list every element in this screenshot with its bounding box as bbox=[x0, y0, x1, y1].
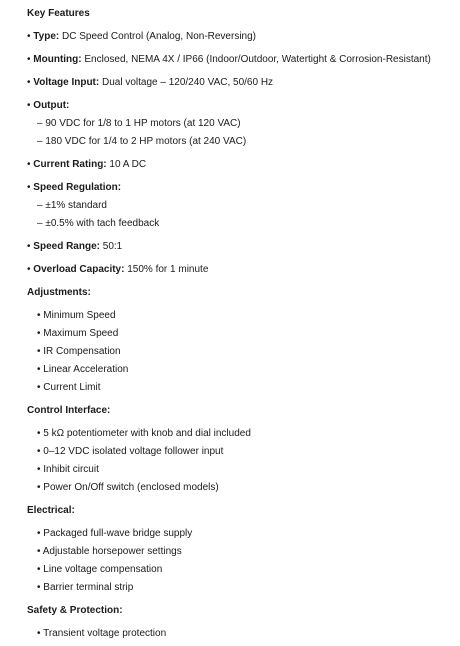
safety-protection-heading: Safety & Protection: bbox=[27, 605, 123, 616]
adjustments-item: • Maximum Speed bbox=[37, 328, 119, 339]
key-features-heading: Key Features bbox=[27, 8, 90, 19]
type-value: DC Speed Control (Analog, Non-Reversing) bbox=[62, 31, 256, 42]
overload-capacity-value: 150% for 1 minute bbox=[127, 264, 209, 275]
control-interface-item: • 5 kΩ potentiometer with knob and dial included bbox=[37, 428, 251, 439]
control-interface-item: • Inhibit circuit bbox=[37, 464, 99, 475]
voltage-input-feature bbox=[27, 76, 273, 90]
bullet: • bbox=[27, 159, 31, 170]
voltage-input-value: Dual voltage – 120/240 VAC, 50/60 Hz bbox=[102, 77, 274, 88]
speed-regulation-item: – ±1% standard bbox=[37, 200, 107, 211]
overload-capacity-feature bbox=[27, 263, 208, 277]
bullet: • bbox=[27, 241, 31, 252]
type-label: Type: bbox=[33, 31, 60, 42]
adjustments-heading: Adjustments: bbox=[27, 287, 91, 298]
bullet: • bbox=[27, 31, 31, 42]
current-rating-value: 10 A DC bbox=[109, 159, 147, 170]
current-rating-feature bbox=[27, 158, 146, 172]
mounting-label: Mounting: bbox=[33, 54, 82, 65]
electrical-heading: Electrical: bbox=[27, 505, 75, 516]
speed-range-value: 50:1 bbox=[102, 241, 123, 252]
electrical-item: • Line voltage compensation bbox=[37, 564, 163, 575]
speed-regulation-feature bbox=[27, 181, 121, 195]
output-item: – 180 VDC for 1/4 to 2 HP motors (at 240 VAC) bbox=[37, 136, 247, 147]
voltage-input-label: Voltage Input: bbox=[33, 77, 100, 88]
electrical-item: • Adjustable horsepower settings bbox=[37, 546, 182, 557]
speed-range-feature bbox=[27, 240, 122, 254]
adjustments-item: • Minimum Speed bbox=[37, 310, 116, 321]
adjustments-item: • IR Compensation bbox=[37, 346, 121, 357]
bullet: • bbox=[27, 182, 31, 193]
bullet: • bbox=[27, 54, 31, 65]
speed-regulation-item: – ±0.5% with tach feedback bbox=[37, 218, 160, 229]
speed-range-label: Speed Range: bbox=[33, 241, 100, 252]
type-feature bbox=[27, 30, 256, 44]
electrical-item: • Barrier terminal strip bbox=[37, 582, 134, 593]
control-interface-item: • 0–12 VDC isolated voltage follower input bbox=[37, 446, 224, 457]
control-interface-heading: Control Interface: bbox=[27, 405, 111, 416]
output-label: Output: bbox=[33, 100, 70, 111]
current-rating-label: Current Rating: bbox=[33, 159, 107, 170]
adjustments-item: • Current Limit bbox=[37, 382, 101, 393]
electrical-item: • Packaged full-wave bridge supply bbox=[37, 528, 193, 539]
mounting-value: Enclosed, NEMA 4X / IP66 (Indoor/Outdoor, Watertight & Corrosion-Resistant) bbox=[84, 54, 431, 65]
speed-regulation-label: Speed Regulation: bbox=[33, 182, 122, 193]
safety-protection-item: • Transient voltage protection bbox=[37, 628, 167, 639]
mounting-feature bbox=[27, 53, 431, 67]
output-feature bbox=[27, 99, 69, 113]
bullet: • bbox=[27, 100, 31, 111]
output-item: – 90 VDC for 1/8 to 1 HP motors (at 120 VAC) bbox=[37, 118, 241, 129]
adjustments-item: • Linear Acceleration bbox=[37, 364, 129, 375]
control-interface-item: • Power On/Off switch (enclosed models) bbox=[37, 482, 219, 493]
overload-capacity-label: Overload Capacity: bbox=[33, 264, 125, 275]
bullet: • bbox=[27, 77, 31, 88]
bullet: • bbox=[27, 264, 31, 275]
